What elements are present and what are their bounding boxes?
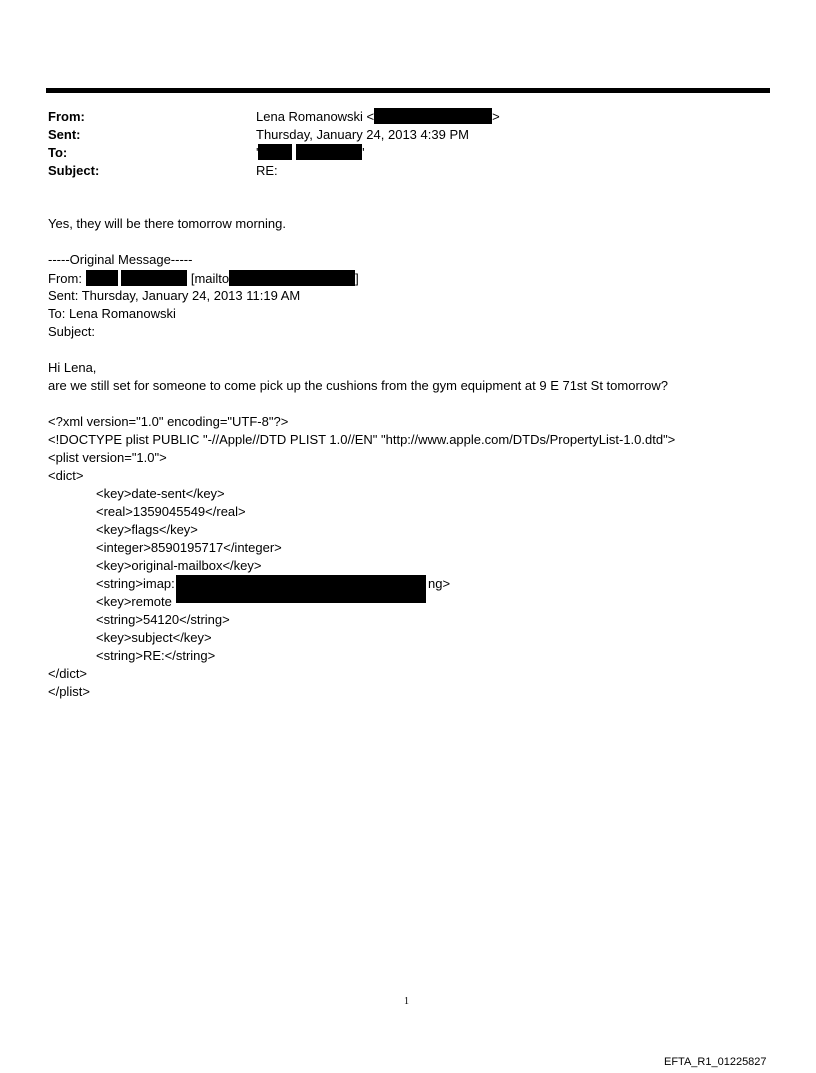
xml-line: <key>date-sent</key> — [96, 486, 225, 501]
xml-line: <!DOCTYPE plist PUBLIC "-//Apple//DTD PLIST 1.0//EN" "http://www.apple.com/DTDs/PropertyList-1.0.dtd"> — [48, 432, 676, 447]
xml-line: ng> — [428, 576, 451, 591]
xml-line: <integer>8590195717</integer> — [96, 540, 282, 555]
page-number: 1 — [404, 996, 409, 1007]
original-message-header: -----Original Message----- — [48, 252, 193, 267]
subject-value: RE: — [256, 163, 278, 178]
sent-label: Sent: — [48, 127, 81, 142]
sent-value: Thursday, January 24, 2013 4:39 PM — [256, 127, 469, 142]
xml-line: <string>54120</string> — [96, 612, 230, 627]
redaction-block — [86, 270, 118, 286]
xml-line: <plist version="1.0"> — [48, 450, 167, 465]
to-close: ' — [362, 145, 365, 160]
xml-line: <key>original-mailbox</key> — [96, 558, 262, 573]
xml-line: <key>subject</key> — [96, 630, 212, 645]
xml-line: <string>imap: — [96, 576, 175, 591]
bates-number: EFTA_R1_01225827 — [664, 1056, 767, 1068]
redaction-block — [176, 575, 426, 603]
to-value — [256, 144, 365, 162]
reply-text: Yes, they will be there tomorrow morning. — [48, 216, 286, 231]
original-from-row — [48, 270, 359, 286]
original-from-close: ] — [355, 271, 359, 286]
xml-line: <key>remote — [96, 594, 172, 609]
original-mailto: [mailto — [190, 271, 230, 286]
original-sent: Sent: Thursday, January 24, 2013 11:19 AM — [48, 288, 301, 303]
from-close: > — [492, 109, 500, 124]
redaction-block — [374, 108, 492, 124]
greeting: Hi Lena, — [48, 360, 97, 375]
xml-line: </dict> — [48, 666, 88, 681]
original-subject: Subject: — [48, 324, 95, 339]
xml-line: <key>flags</key> — [96, 522, 198, 537]
redaction-block — [121, 270, 187, 286]
subject-label: Subject: — [48, 163, 100, 178]
original-from-label: From: — [48, 271, 82, 286]
xml-line: <?xml version="1.0" encoding="UTF-8"?> — [48, 414, 289, 429]
from-label: From: — [48, 109, 85, 124]
to-open: ' — [256, 145, 259, 160]
redaction-block — [296, 144, 365, 160]
xml-line: </plist> — [48, 684, 90, 699]
from-name: Lena Romanowski < — [256, 109, 375, 124]
message-text: are we still set for someone to come pick up the cushions from the gym equipment at 9 E 71st St tomorrow? — [48, 378, 668, 393]
redaction-block — [229, 270, 355, 286]
to-label: To: — [48, 145, 68, 160]
redaction-block — [258, 144, 292, 160]
original-to: To: Lena Romanowski — [48, 306, 176, 321]
xml-line: <dict> — [48, 468, 84, 483]
xml-line: <string>RE:</string> — [96, 648, 216, 663]
header-rule — [46, 88, 770, 93]
xml-line: <real>1359045549</real> — [96, 504, 246, 519]
from-value — [256, 108, 500, 126]
